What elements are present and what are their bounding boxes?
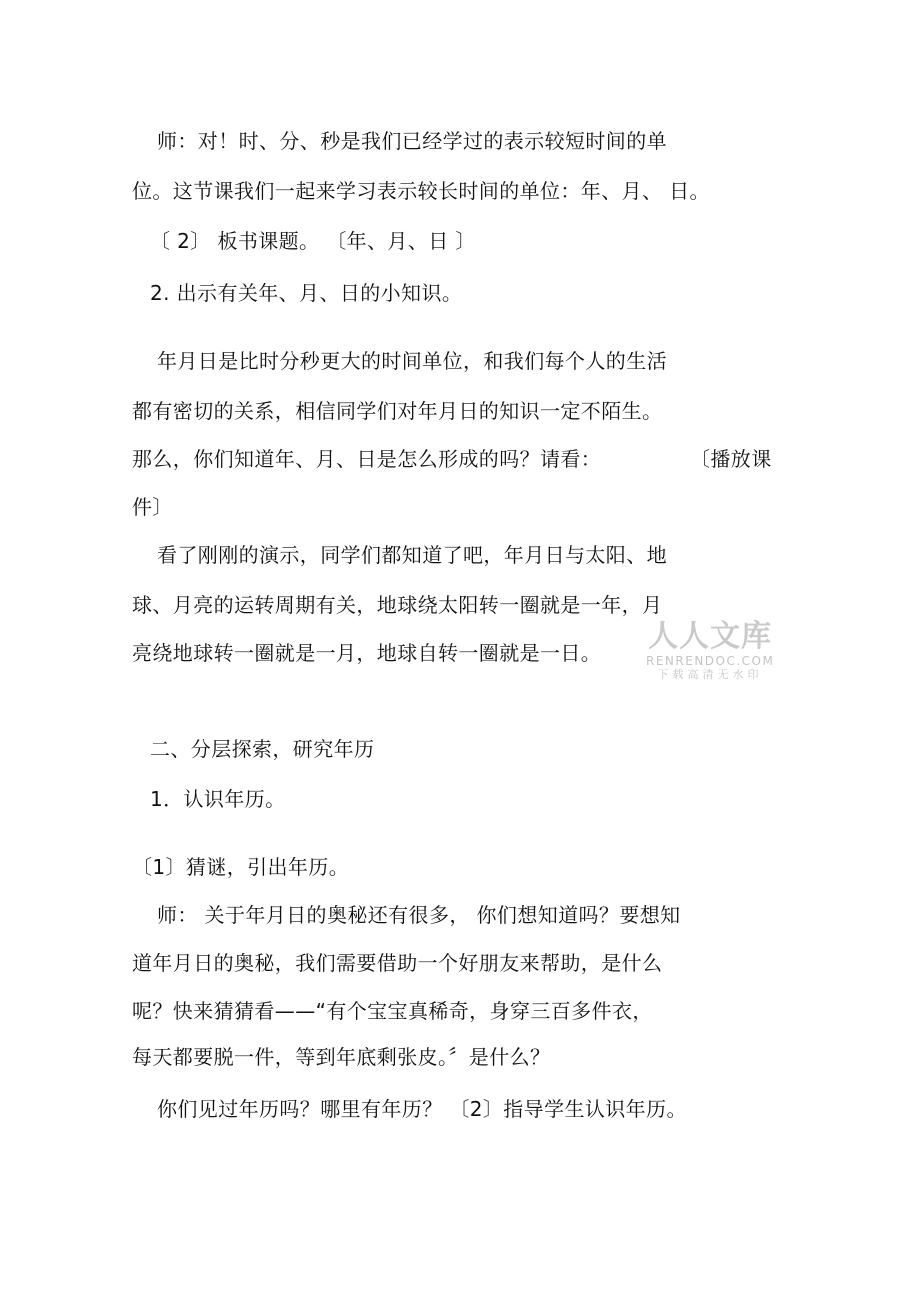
paragraph-line-8: 件〕 bbox=[132, 495, 173, 519]
paragraph-line-3: 〔 2〕 板书课题。 〔年、月、日 〕 bbox=[150, 229, 476, 253]
paragraph-line-2: 位。这节课我们一起来学习表示较长时间的单位：年、月、 日。 bbox=[132, 179, 710, 203]
paragraph-line-14: 呢？快来猜猜看——“有个宝宝真稀奇，身穿三百多件衣， bbox=[132, 999, 653, 1023]
paragraph-line-4: 2. 出示有关年、月、日的小知识。 bbox=[150, 281, 463, 305]
paragraph-line-9: 看了刚刚的演示，同学们都知道了吧，年月日与太阳、地 bbox=[157, 543, 667, 567]
paragraph-line-16: 你们见过年历吗？哪里有年历？ 〔2〕指导学生认识年历。 bbox=[157, 1097, 687, 1121]
paragraph-line-13: 道年月日的奥秘，我们需要借助一个好朋友来帮助，是什么 bbox=[132, 951, 663, 975]
paragraph-line-15: 每天都要脱一件，等到年底剩张皮。〞是什么？ bbox=[132, 1045, 551, 1069]
watermark-logo bbox=[646, 620, 774, 682]
subsection-heading: 1．认识年历。 bbox=[150, 787, 286, 811]
watermark-subtitle: 下载高清无水印 bbox=[657, 668, 763, 681]
paragraph-line-12: 师： 关于年月日的奥秘还有很多， 你们想知道吗？要想知 bbox=[157, 903, 681, 927]
paragraph-line-7: 那么，你们知道年、月、日是怎么形成的吗？请看： bbox=[132, 447, 602, 471]
paragraph-line-7-tail: 〔播放课 bbox=[690, 447, 772, 471]
paragraph-line-11: 亮绕地球转一圈就是一月，地球自转一圈就是一日。 bbox=[132, 641, 602, 665]
paragraph-line-10: 球、月亮的运转周期有关，地球绕太阳转一圈就是一年，月 bbox=[132, 593, 663, 617]
paragraph-line-5: 年月日是比时分秒更大的时间单位，和我们每个人的生活 bbox=[157, 349, 667, 373]
watermark-domain: RENRENDOC.COM bbox=[646, 654, 775, 668]
section-heading: 二、分层探索，研究年历 bbox=[150, 737, 375, 761]
watermark-title: 人人文库 bbox=[648, 619, 772, 654]
step-heading: 〔1〕猜谜，引出年历。 bbox=[132, 855, 350, 879]
paragraph-line-1: 师：对！时、分、秒是我们已经学过的表示较短时间的单 bbox=[157, 129, 667, 153]
paragraph-line-6: 都有密切的关系，相信同学们对年月日的知识一定不陌生。 bbox=[132, 399, 663, 423]
